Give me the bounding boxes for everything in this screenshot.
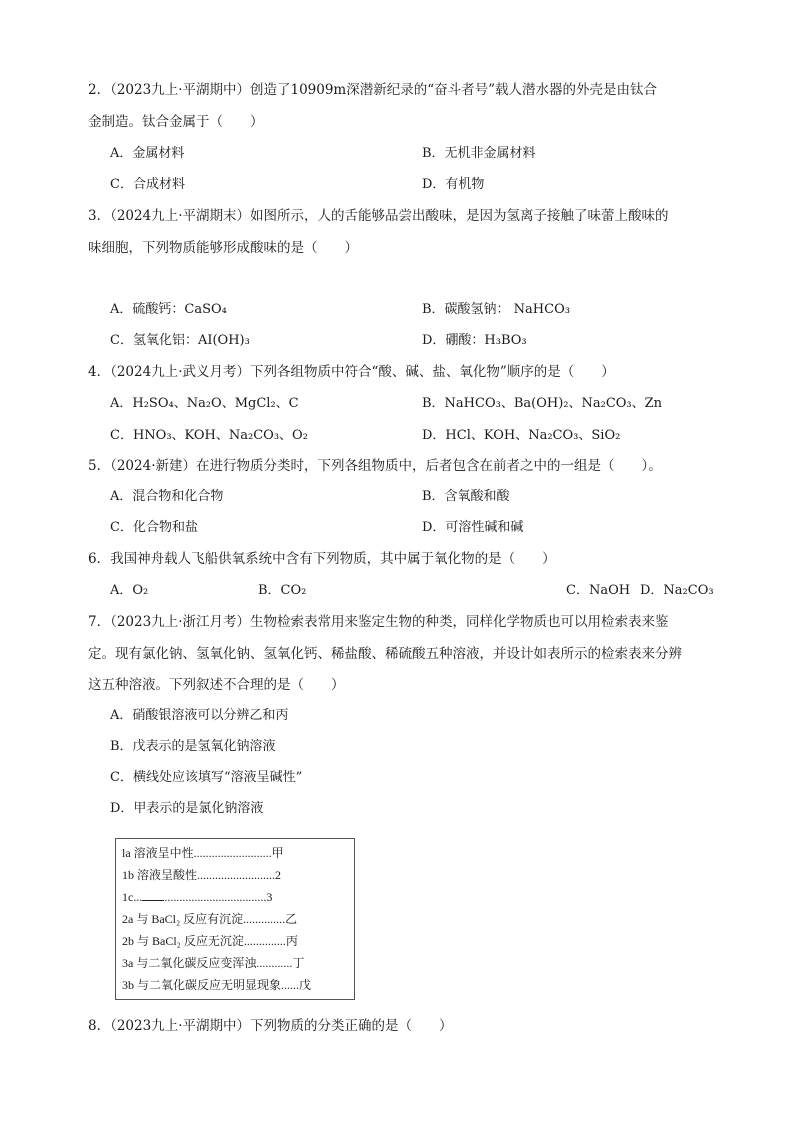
question-3-stem: 3．（2024九上·平湖期末）如图所示，人的舌能够品尝出酸味，是因为氢离子接触了味蕾上酸味的: [88, 208, 669, 224]
question-2-option-d: D．有机物: [422, 177, 485, 192]
question-4-stem: 4．（2024九上·武义月考）下列各组物质中符合“酸、碱、盐、氧化物”顺序的是（ ）: [88, 364, 615, 380]
key-row-1c: [122, 889, 272, 905]
question-6-option-d: D．Na₂CO₃: [640, 583, 714, 598]
question-5-option-b: B．含氧酸和酸: [422, 489, 510, 504]
question-7-option-c: C．横线处应该填写“溶液呈碱性”: [110, 770, 303, 785]
question-7-option-b: B．戊表示的是氢氧化钠溶液: [110, 739, 276, 754]
question-5-option-d: D．可溶性碱和碱: [422, 520, 524, 535]
key-row-1c-dots: ..................................3: [164, 890, 273, 904]
question-2-stem-cont: 金制造。钛合金属于（ ）: [88, 114, 264, 130]
key-row-1b: 1b 溶液呈酸性..........................2: [122, 868, 282, 882]
question-5-option-c: C．化合物和盐: [110, 520, 198, 535]
question-4-option-b: B．NaHCO₃、Ba(OH)₂、Na₂CO₃、Zn: [422, 396, 663, 411]
question-5-option-a: A．混合物和化合物: [110, 489, 224, 504]
key-row-1a: la 溶液呈中性..........................甲: [122, 846, 284, 860]
question-3-option-b: B．碳酸氢钠： NaHCO₃: [422, 302, 570, 317]
question-8-stem: 8．（2023九上·平湖期中）下列物质的分类正确的是（ ）: [88, 1018, 453, 1034]
identification-key-table: [115, 838, 355, 1000]
key-row-2b: 2b 与 BaCl₂ 反应无沉淀..............丙: [122, 934, 298, 948]
question-2-option-a: A．金属材料: [110, 146, 185, 161]
question-7-stem: 7．（2023九上·浙江月考）生物检索表常用来鉴定生物的种类，同样化学物质也可以用检索表来鉴: [88, 614, 669, 630]
question-4-option-d: D．HCl、KOH、Na₂CO₃、SiO₂: [422, 428, 621, 443]
question-3-stem-cont: 味细胞，下列物质能够形成酸味的是（ ）: [88, 240, 358, 256]
key-row-3a: 3a 与二氧化碳反应变浑浊............丁: [122, 956, 305, 970]
key-row-3b: 3b 与二氧化碳反应无明显现象......戊: [122, 978, 312, 992]
question-6-stem: 6．我国神舟载人飞船供氧系统中含有下列物质，其中属于氧化物的是（ ）: [88, 551, 556, 567]
question-3-option-d: D．硼酸：H₃BO₃: [422, 333, 527, 348]
question-7-stem-cont-1: 定。现有氯化钠、氢氧化钠、氢氧化钙、稀盐酸、稀硫酸五种溶液，并设计如表所示的检索表来分辨: [88, 646, 682, 662]
question-7-option-d: D．甲表示的是氯化钠溶液: [110, 801, 264, 816]
key-row-1c-label: 1c...: [122, 890, 143, 904]
question-3-option-c: C．氢氧化铝：AI(OH)₃: [110, 333, 250, 348]
question-2-stem: 2．（2023九上·平湖期中）创造了10909m深潜新纪录的“奋斗者号”载人潜水器的外壳是由钛合: [88, 82, 658, 98]
question-7-stem-cont-2: 这五种溶液。下列叙述不合理的是（ ）: [88, 677, 345, 693]
question-6-option-b: B．CO₂: [258, 583, 307, 598]
key-blank-line: [142, 889, 164, 901]
question-5-stem: 5．（2024·新建）在进行物质分类时，下列各组物质中，后者包含在前者之中的一组是（ ）。: [88, 458, 662, 474]
question-2-option-c: C．合成材料: [110, 177, 185, 192]
question-4-option-a: A．H₂SO₄、Na₂O、MgCl₂、C: [110, 396, 299, 411]
question-4-option-c: C．HNO₃、KOH、Na₂CO₃、O₂: [110, 428, 308, 443]
key-row-2a: 2a 与 BaCl₂ 反应有沉淀..............乙: [122, 912, 298, 926]
question-3-option-a: A．硫酸钙：CaSO₄: [110, 302, 227, 317]
question-6-option-c: C．NaOH: [566, 583, 631, 598]
question-6-option-a: A．O₂: [110, 583, 149, 598]
question-2-option-b: B．无机非金属材料: [422, 146, 536, 161]
question-7-option-a: A．硝酸银溶液可以分辨乙和丙: [110, 708, 289, 723]
